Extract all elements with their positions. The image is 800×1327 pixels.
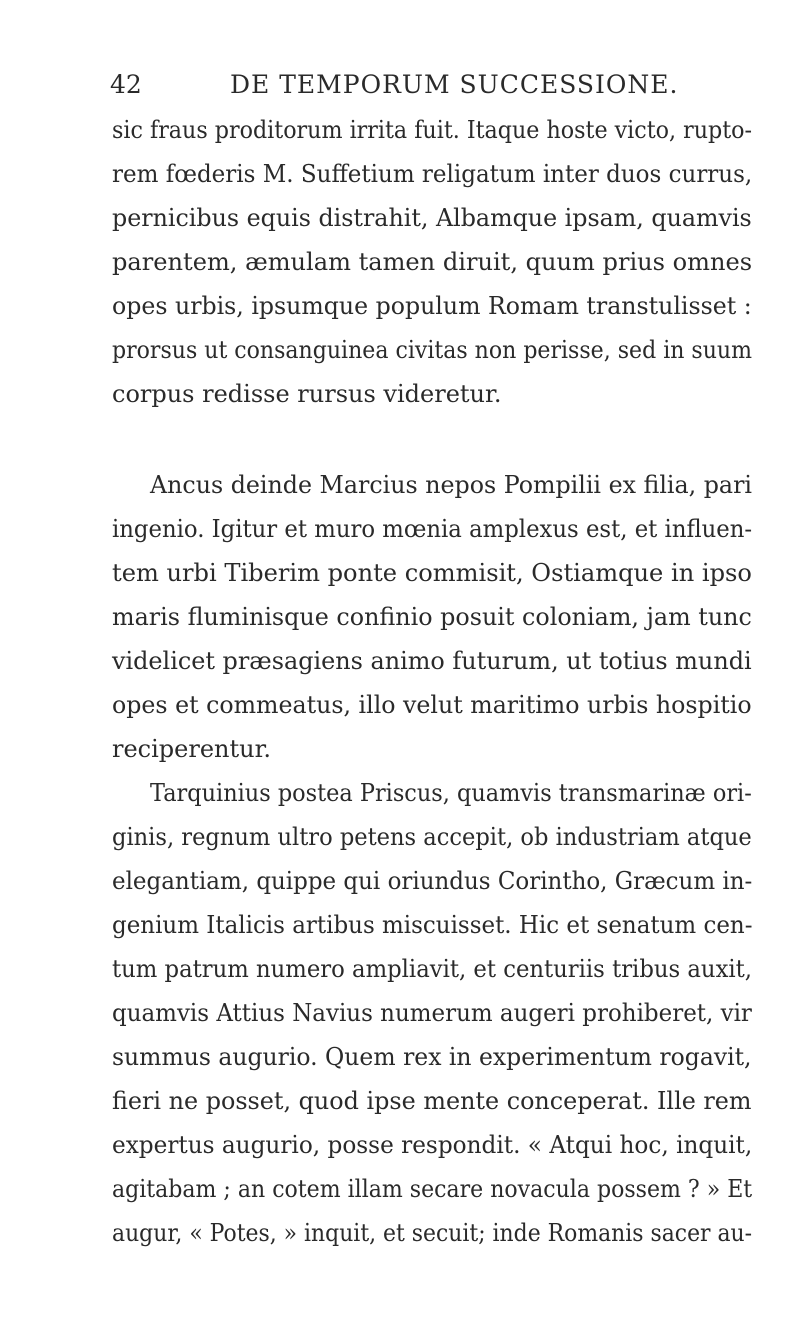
text-line: expertus augurio, posse respondit. « Atqui hoc, inquit, xyxy=(112,1131,753,1159)
text-line: corpus redisse rursus videretur. xyxy=(112,380,502,408)
text-line: prorsus ut consanguinea civitas non perisse, sed in suum xyxy=(112,336,753,364)
text-line: reciperentur. xyxy=(112,735,272,763)
text-line: opes et commeatus, illo velut maritimo urbis hospitio xyxy=(112,691,752,719)
text-line: augur, « Potes, » inquit, et secuit; inde Romanis sacer au- xyxy=(112,1219,753,1247)
text-line: ingenio. Igitur et muro mœnia amplexus est, et influen- xyxy=(112,515,753,543)
text-line: elegantiam, quippe qui oriundus Corintho, Græcum in- xyxy=(112,867,753,895)
text-line: Tarquinius postea Priscus, quamvis transmarinæ ori- xyxy=(150,779,752,807)
page-number: 42 xyxy=(110,70,142,99)
text-line: sic fraus proditorum irrita fuit. Itaque hoste victo, rupto- xyxy=(112,116,753,144)
text-line: tum patrum numero ampliavit, et centuriis tribus auxit, xyxy=(112,955,752,983)
text-line: Ancus deinde Marcius nepos Pompilii ex filia, pari xyxy=(150,471,753,499)
text-line: rem fœderis M. Suffetium religatum inter duos currus, xyxy=(112,160,753,188)
text-line: parentem, æmulam tamen diruit, quum prius omnes xyxy=(112,248,753,276)
text-line: summus augurio. Quem rex in experimentum rogavit, xyxy=(112,1043,752,1071)
text-line: fieri ne posset, quod ipse mente conceperat. Ille rem xyxy=(112,1087,752,1115)
text-line: tem urbi Tiberim ponte commisit, Ostiamque in ipso xyxy=(112,559,752,587)
running-title: DE TEMPORUM SUCCESSIONE. xyxy=(230,70,679,99)
text-line: quamvis Attius Navius numerum augeri prohiberet, vir xyxy=(112,999,752,1027)
text-line: videlicet præsagiens animo futurum, ut totius mundi xyxy=(112,647,752,675)
text-line: genium Italicis artibus miscuisset. Hic et senatum cen- xyxy=(112,911,753,939)
text-line: opes urbis, ipsumque populum Romam transtulisset : xyxy=(112,292,752,320)
text-line: maris fluminisque confinio posuit coloniam, jam tunc xyxy=(112,603,752,631)
text-line: pernicibus equis distrahit, Albamque ipsam, quamvis xyxy=(112,204,752,232)
text-line: agitabam ; an cotem illam secare novacula possem ? » Et xyxy=(112,1175,753,1203)
text-line: ginis, regnum ultro petens accepit, ob industriam atque xyxy=(112,823,752,851)
running-head xyxy=(110,70,750,106)
